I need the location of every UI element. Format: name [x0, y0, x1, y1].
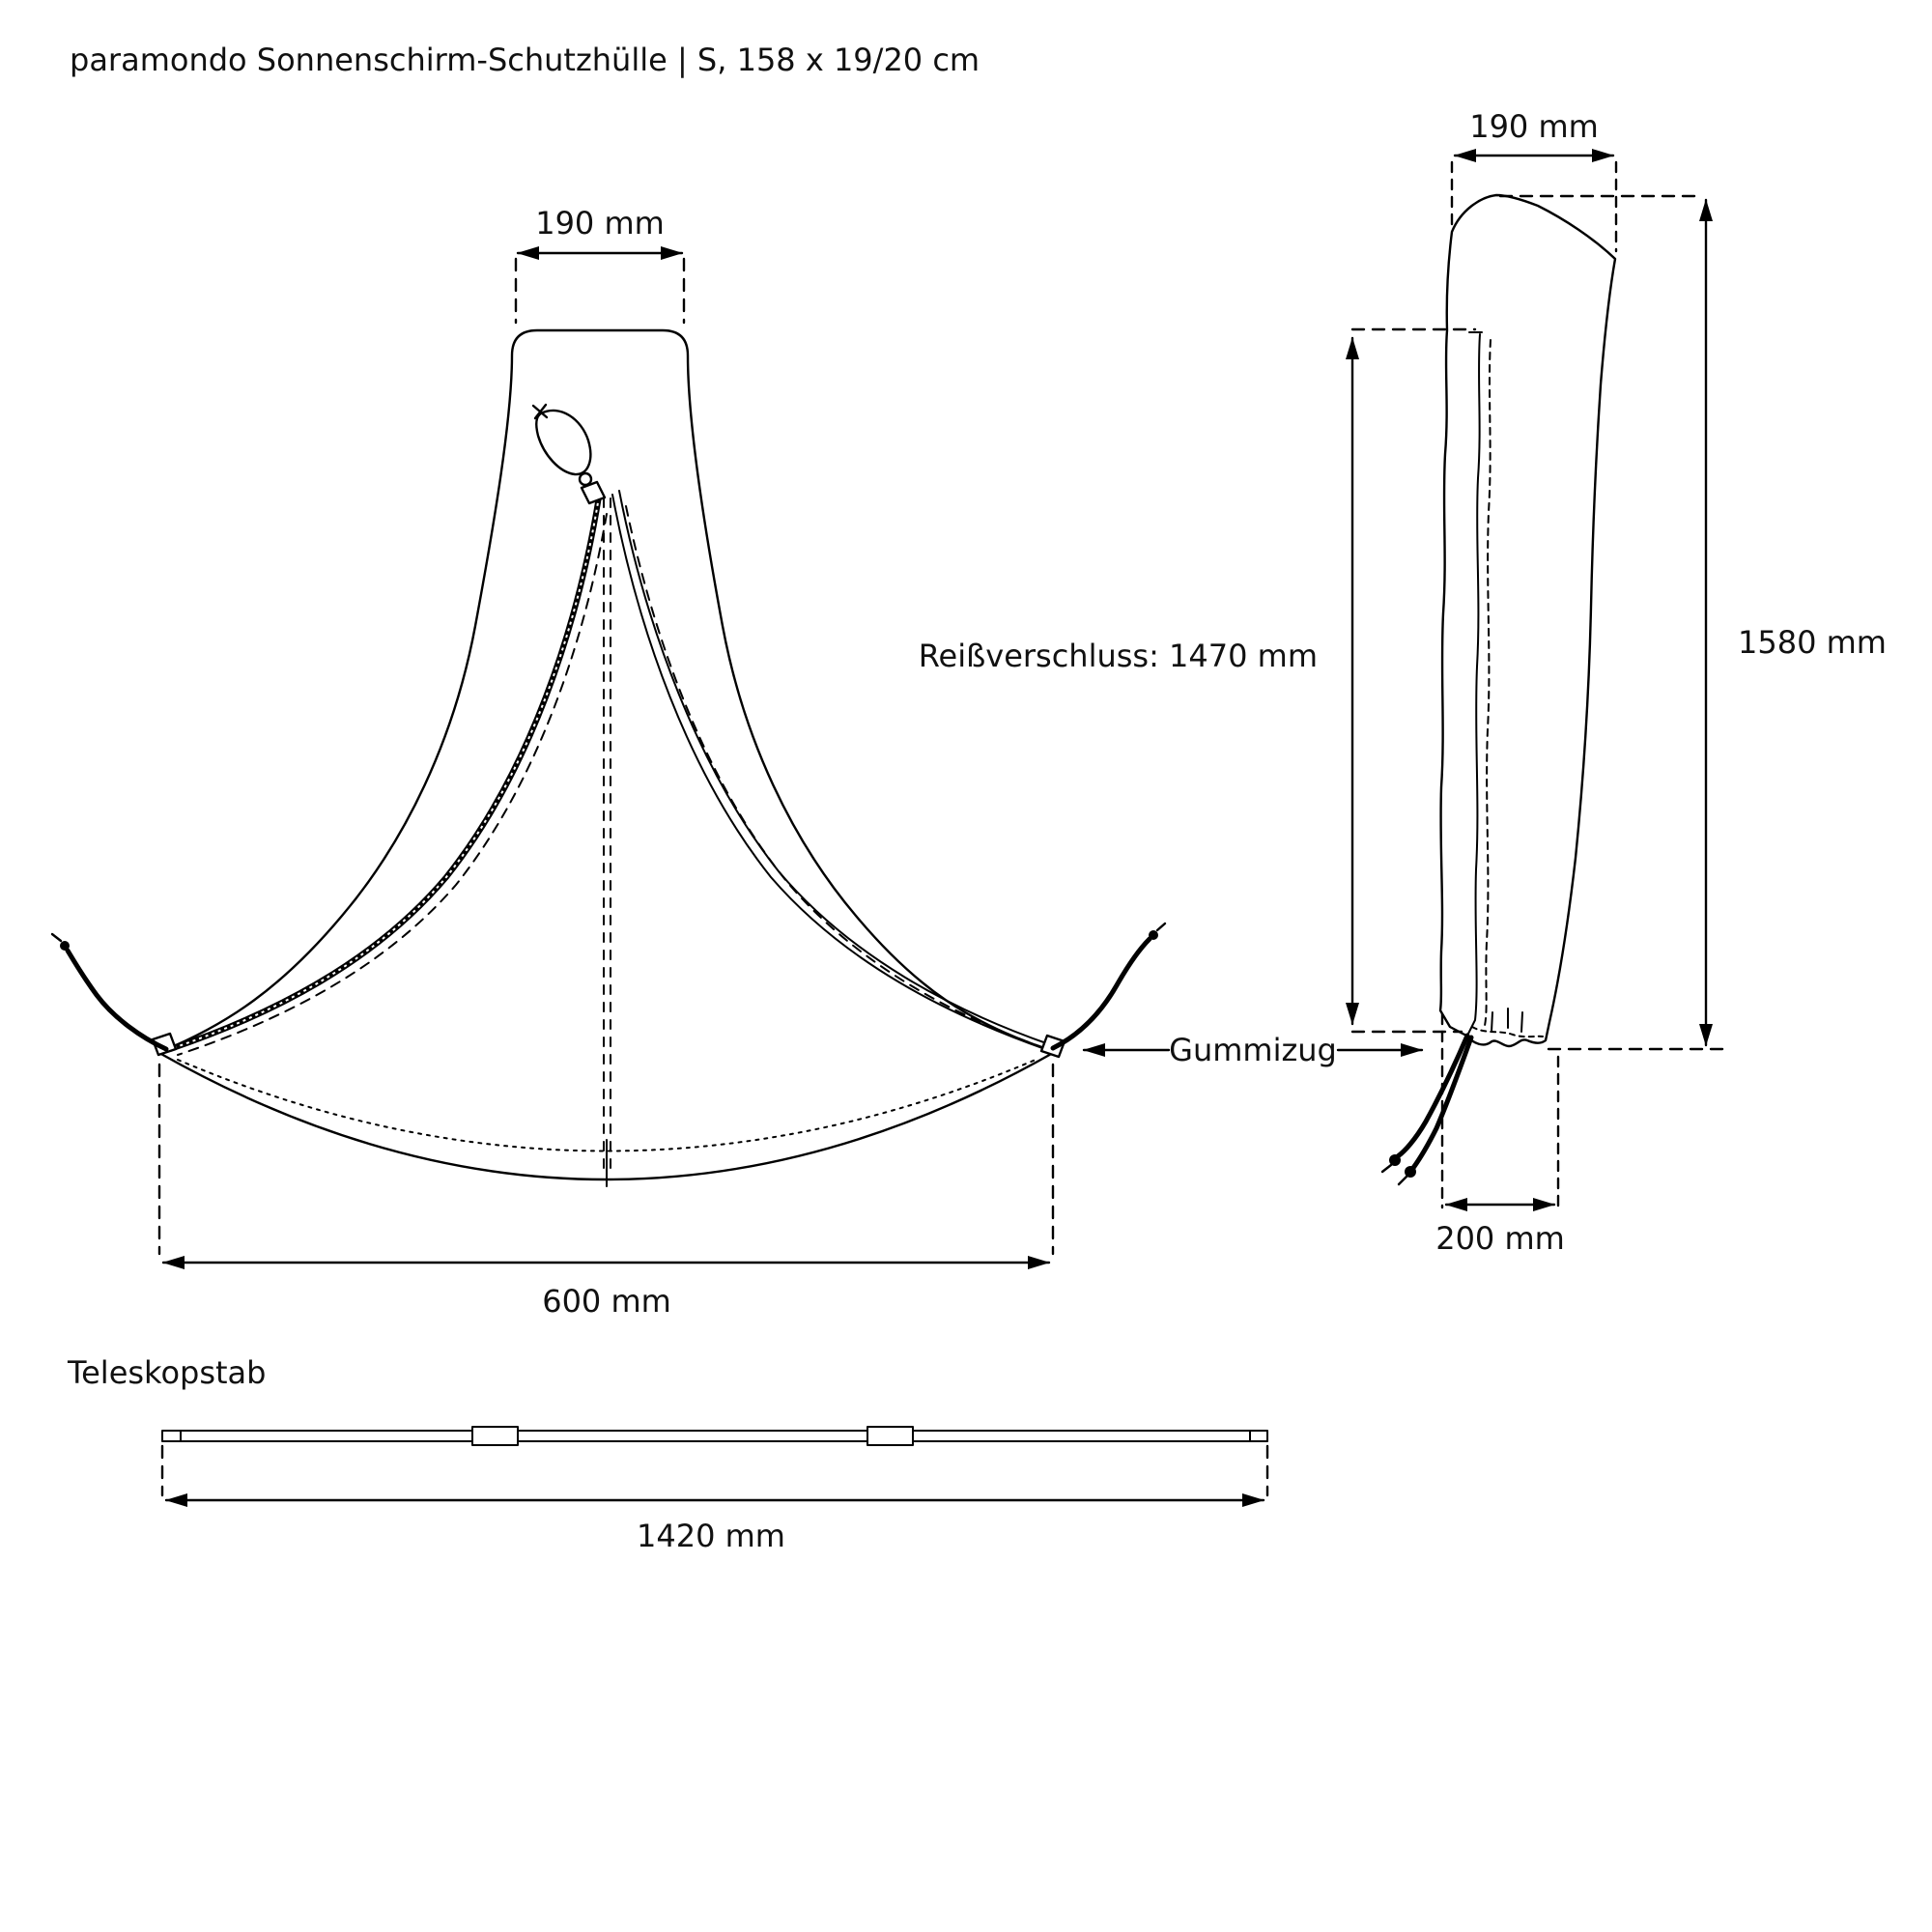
elastic-label: Gummizug — [1169, 1032, 1337, 1068]
front-zipper-teeth — [170, 497, 599, 1049]
front-left-drawstring-tail — [52, 934, 61, 941]
front-outline — [162, 330, 1053, 1051]
front-left-drawstring — [68, 951, 166, 1049]
elastic-callout — [1084, 1032, 1422, 1068]
side-zipper-label: Reißverschluss: 1470 mm — [918, 638, 1318, 674]
side-bottom-width-label: 200 mm — [1435, 1220, 1565, 1257]
front-zipper-hidden-seam — [178, 514, 607, 1055]
front-flap-edge-outer — [612, 495, 1045, 1049]
side-top-width-dimension — [1452, 108, 1616, 251]
front-flap-hidden-seam — [626, 506, 1053, 1051]
rod-connector-1 — [472, 1427, 518, 1445]
front-view — [52, 205, 1165, 1320]
side-height-label: 1580 mm — [1738, 624, 1887, 661]
zipper-slider-eye — [580, 473, 591, 485]
rod-label: Teleskopstab — [68, 1354, 267, 1391]
side-hem-gather-ticks — [1492, 1009, 1522, 1032]
front-left-drawstring-knot — [60, 941, 70, 951]
front-zipper — [170, 497, 599, 1049]
side-outline — [1440, 195, 1615, 1046]
front-bottom-width-label: 600 mm — [542, 1283, 671, 1320]
side-drawstring-1-tail — [1382, 1165, 1391, 1172]
side-zipper-dimension — [919, 329, 1475, 1032]
zipper-pull-loop — [536, 411, 590, 474]
side-zipper-hidden — [1484, 340, 1491, 1030]
rod-bar — [162, 1431, 1267, 1441]
side-view — [919, 108, 1887, 1257]
side-top-width-label: 190 mm — [1469, 108, 1599, 145]
front-top-width-dimension — [516, 205, 684, 323]
front-top-width-label: 190 mm — [535, 205, 665, 242]
front-right-drawstring-tail — [1157, 923, 1165, 930]
front-flap-edge-inner — [619, 491, 1049, 1044]
side-bottom-width-dimension — [1435, 1014, 1565, 1257]
side-height-dimension — [1500, 196, 1887, 1049]
front-right-drawstring-knot — [1149, 930, 1158, 940]
side-zipper-fold — [1468, 334, 1480, 1034]
side-drawstring-2-tail — [1399, 1177, 1406, 1184]
front-bottom-hem-stitch — [178, 1060, 1036, 1151]
rod-view — [67, 1354, 1267, 1554]
rod-length-label: 1420 mm — [637, 1518, 785, 1554]
rod-connector-2 — [867, 1427, 913, 1445]
front-right-drawstring — [1053, 939, 1150, 1048]
rod-length-dimension — [162, 1446, 1267, 1554]
page-title: paramondo Sonnenschirm-Schutzhülle | S, 158 x 19/20 cm — [70, 42, 980, 78]
